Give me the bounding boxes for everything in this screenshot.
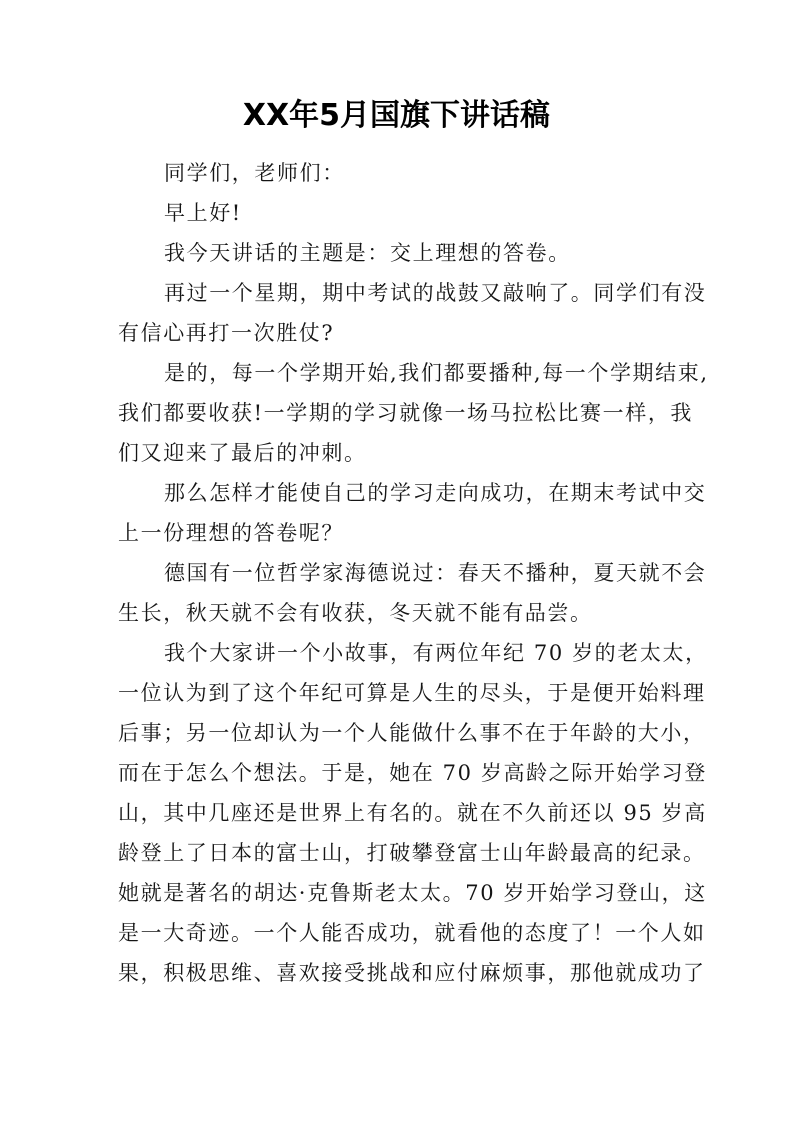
paragraph-line: 我个大家讲一个小故事，有两位年纪 70 岁的老太太， [164, 641, 708, 665]
paragraph-line: 同学们，老师们： [164, 161, 345, 185]
paragraph-line: 是一大奇迹。一个人能否成功，就看他的态度了！一个人如 [118, 921, 706, 945]
paragraph-line: 一位认为到了这个年纪可算是人生的尽头，于是便开始料理 [118, 681, 706, 705]
paragraph-line: 山，其中几座还是世界上有名的。就在不久前还以 95 岁高 [118, 801, 707, 825]
paragraph-line: 德国有一位哲学家海德说过：春天不播种，夏天就不会 [164, 561, 707, 585]
paragraph-line: 果，积极思维、喜欢接受挑战和应付麻烦事，那他就成功了 [118, 961, 706, 985]
paragraph-line: 上一份理想的答卷呢？ [118, 521, 344, 545]
paragraph-line: 我们都要收获!一学期的学习就像一场马拉松比赛一样，我 [118, 401, 694, 425]
paragraph-line: 是的，每一个学期开始,我们都要播种,每一个学期结束, [164, 361, 709, 385]
paragraph-line: 再过一个星期，期中考试的战鼓又敲响了。同学们有没 [164, 281, 707, 305]
paragraph-line: 她就是著名的胡达·克鲁斯老太太。70 岁开始学习登山，这 [118, 881, 707, 905]
document-title: XX年5月国旗下讲话稿 [242, 98, 551, 133]
paragraph-line: 我今天讲话的主题是：交上理想的答卷。 [164, 241, 571, 265]
paragraph-line: 龄登上了日本的富士山，打破攀登富士山年龄最高的纪录。 [118, 841, 706, 865]
paragraph-line: 们又迎来了最后的冲刺。 [118, 441, 367, 465]
paragraph-line: 后事；另一位却认为一个人能做什么事不在于年龄的大小， [118, 721, 706, 745]
document-body [118, 155, 709, 995]
paragraph-line: 那么怎样才能使自己的学习走向成功，在期末考试中交 [164, 481, 707, 505]
paragraph-line: 早上好! [164, 201, 242, 225]
paragraph-line: 有信心再打一次胜仗? [118, 321, 335, 345]
paragraph-line: 而在于怎么个想法。于是，她在 70 岁高龄之际开始学习登 [118, 761, 707, 785]
paragraph-line: 生长，秋天就不会有收获，冬天就不能有品尝。 [118, 601, 593, 625]
